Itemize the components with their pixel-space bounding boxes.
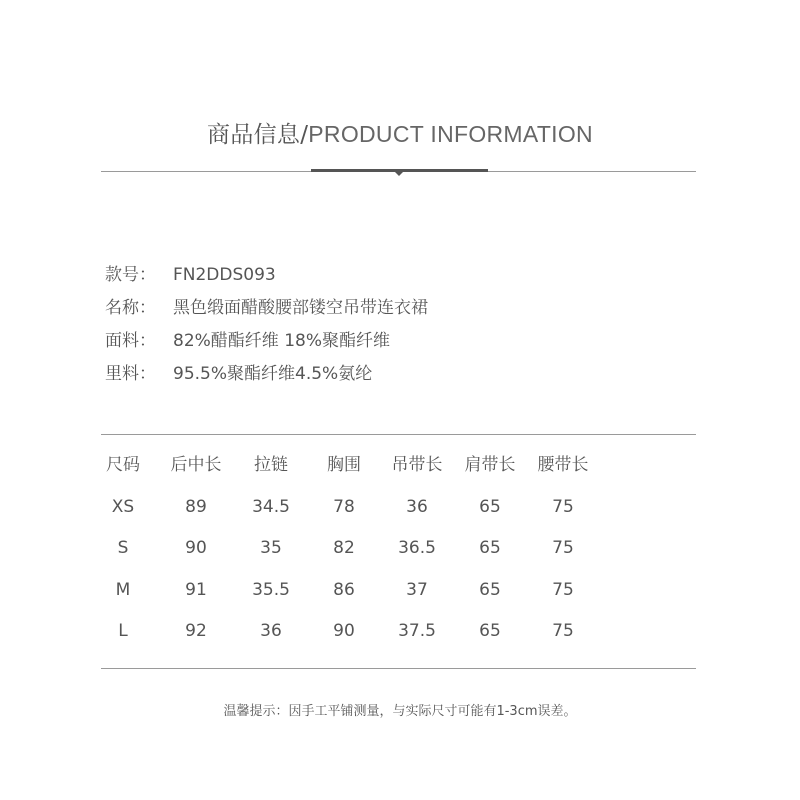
header-cell: 拉链 [254,455,288,475]
table-cell: 37.5 [398,621,436,641]
info-value: FN2DDS093 [173,265,276,285]
info-value: 黑色缎面醋酸腰部镂空吊带连衣裙 [173,298,428,318]
info-row-style-no [105,262,428,295]
table-cell: 82 [333,538,355,558]
info-label: 款号： [105,265,156,285]
title-separator: / [300,122,309,148]
table-cell: XS [111,496,135,517]
table-header-row [0,450,800,492]
table-divider-top [101,434,696,435]
table-cell: 78 [333,496,355,517]
divider-pointer-icon [395,172,403,176]
header-cell: 吊带长 [391,455,443,475]
title-cn: 商品信息 [207,122,301,148]
table-row [0,616,800,658]
table-cell: 91 [185,579,207,600]
header-cell: 肩带长 [464,455,516,475]
table-cell: S [117,538,129,558]
table-cell: 36 [406,496,428,517]
table-cell: 36 [260,621,282,641]
header-cell: 胸围 [327,455,361,475]
info-label: 面料： [105,331,156,351]
header-cell: 后中长 [170,455,222,475]
info-label: 里料： [105,364,156,384]
info-row-lining [105,361,428,394]
header-cell: 腰带长 [537,455,589,475]
title-en: PRODUCT INFORMATION [308,121,593,147]
product-info [105,262,428,394]
table-row [0,492,800,534]
table-cell: 89 [185,496,207,517]
table-cell: 65 [479,496,501,517]
table-row [0,575,800,617]
size-table [0,450,800,658]
measurement-note: 温馨提示：因手工平铺测量，与实际尺寸可能有1-3cm误差。 [223,704,577,719]
table-cell: 35 [260,538,282,558]
table-cell: L [118,621,128,641]
table-cell: 37 [406,579,428,600]
info-value: 95.5%聚酯纤维4.5%氨纶 [173,364,373,384]
info-value: 82%醋酯纤维 18%聚酯纤维 [173,331,390,351]
table-cell: 34.5 [252,496,290,517]
table-cell: 86 [333,579,355,600]
table-cell: 35.5 [252,579,290,600]
table-cell: 90 [333,621,355,641]
table-cell: 65 [479,538,501,558]
table-cell: 90 [185,538,207,558]
table-cell: 75 [552,538,574,558]
table-cell: 65 [479,621,501,641]
table-cell: 75 [552,579,574,600]
table-cell: 36.5 [398,538,436,558]
table-cell: 65 [479,579,501,600]
page-title [0,116,800,149]
table-cell: 75 [552,621,574,641]
table-cell: M [115,579,131,600]
table-divider-bottom [101,668,696,669]
info-row-fabric [105,328,428,361]
header-cell: 尺码 [106,455,140,475]
info-label: 名称： [105,298,156,318]
table-row [0,533,800,575]
table-cell: 92 [185,621,207,641]
table-cell: 75 [552,496,574,517]
info-row-name [105,295,428,328]
